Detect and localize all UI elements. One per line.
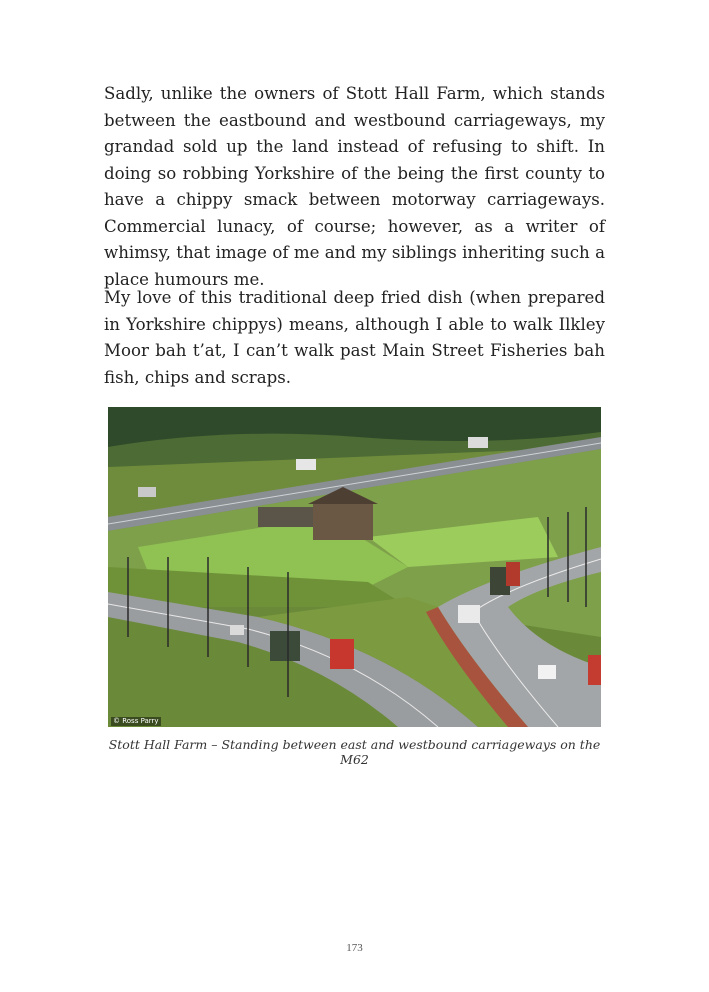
paragraph-1: Sadly, unlike the owners of Stott Hall Farm, which stands between the eastbound and westbound carriageways, my grandad sold up the land instead of refusing to shift. In doing so robbing Yorkshire of the being the first county to have a chippy smack between motorway carriageways. Commercial lunacy, of course; however, as a writer of whimsy, that image of me and my siblings inheriting such a place humours me.	[104, 84, 605, 289]
figure-caption: Stott Hall Farm – Standing between east and westbound carriageways on the M62	[108, 737, 601, 767]
page-number: 173	[346, 942, 363, 954]
photo-illustration	[108, 407, 601, 727]
motorway-farm-photo	[108, 407, 601, 727]
paragraph-2: My love of this traditional deep fried dish (when prepared in Yorkshire chippys) means, although I able to walk Ilkley Moor bah t’at, I can’t walk past Main Street Fisheries bah fish, chips and scraps.	[104, 288, 605, 387]
photo-credit: © Ross Parry	[113, 717, 159, 725]
